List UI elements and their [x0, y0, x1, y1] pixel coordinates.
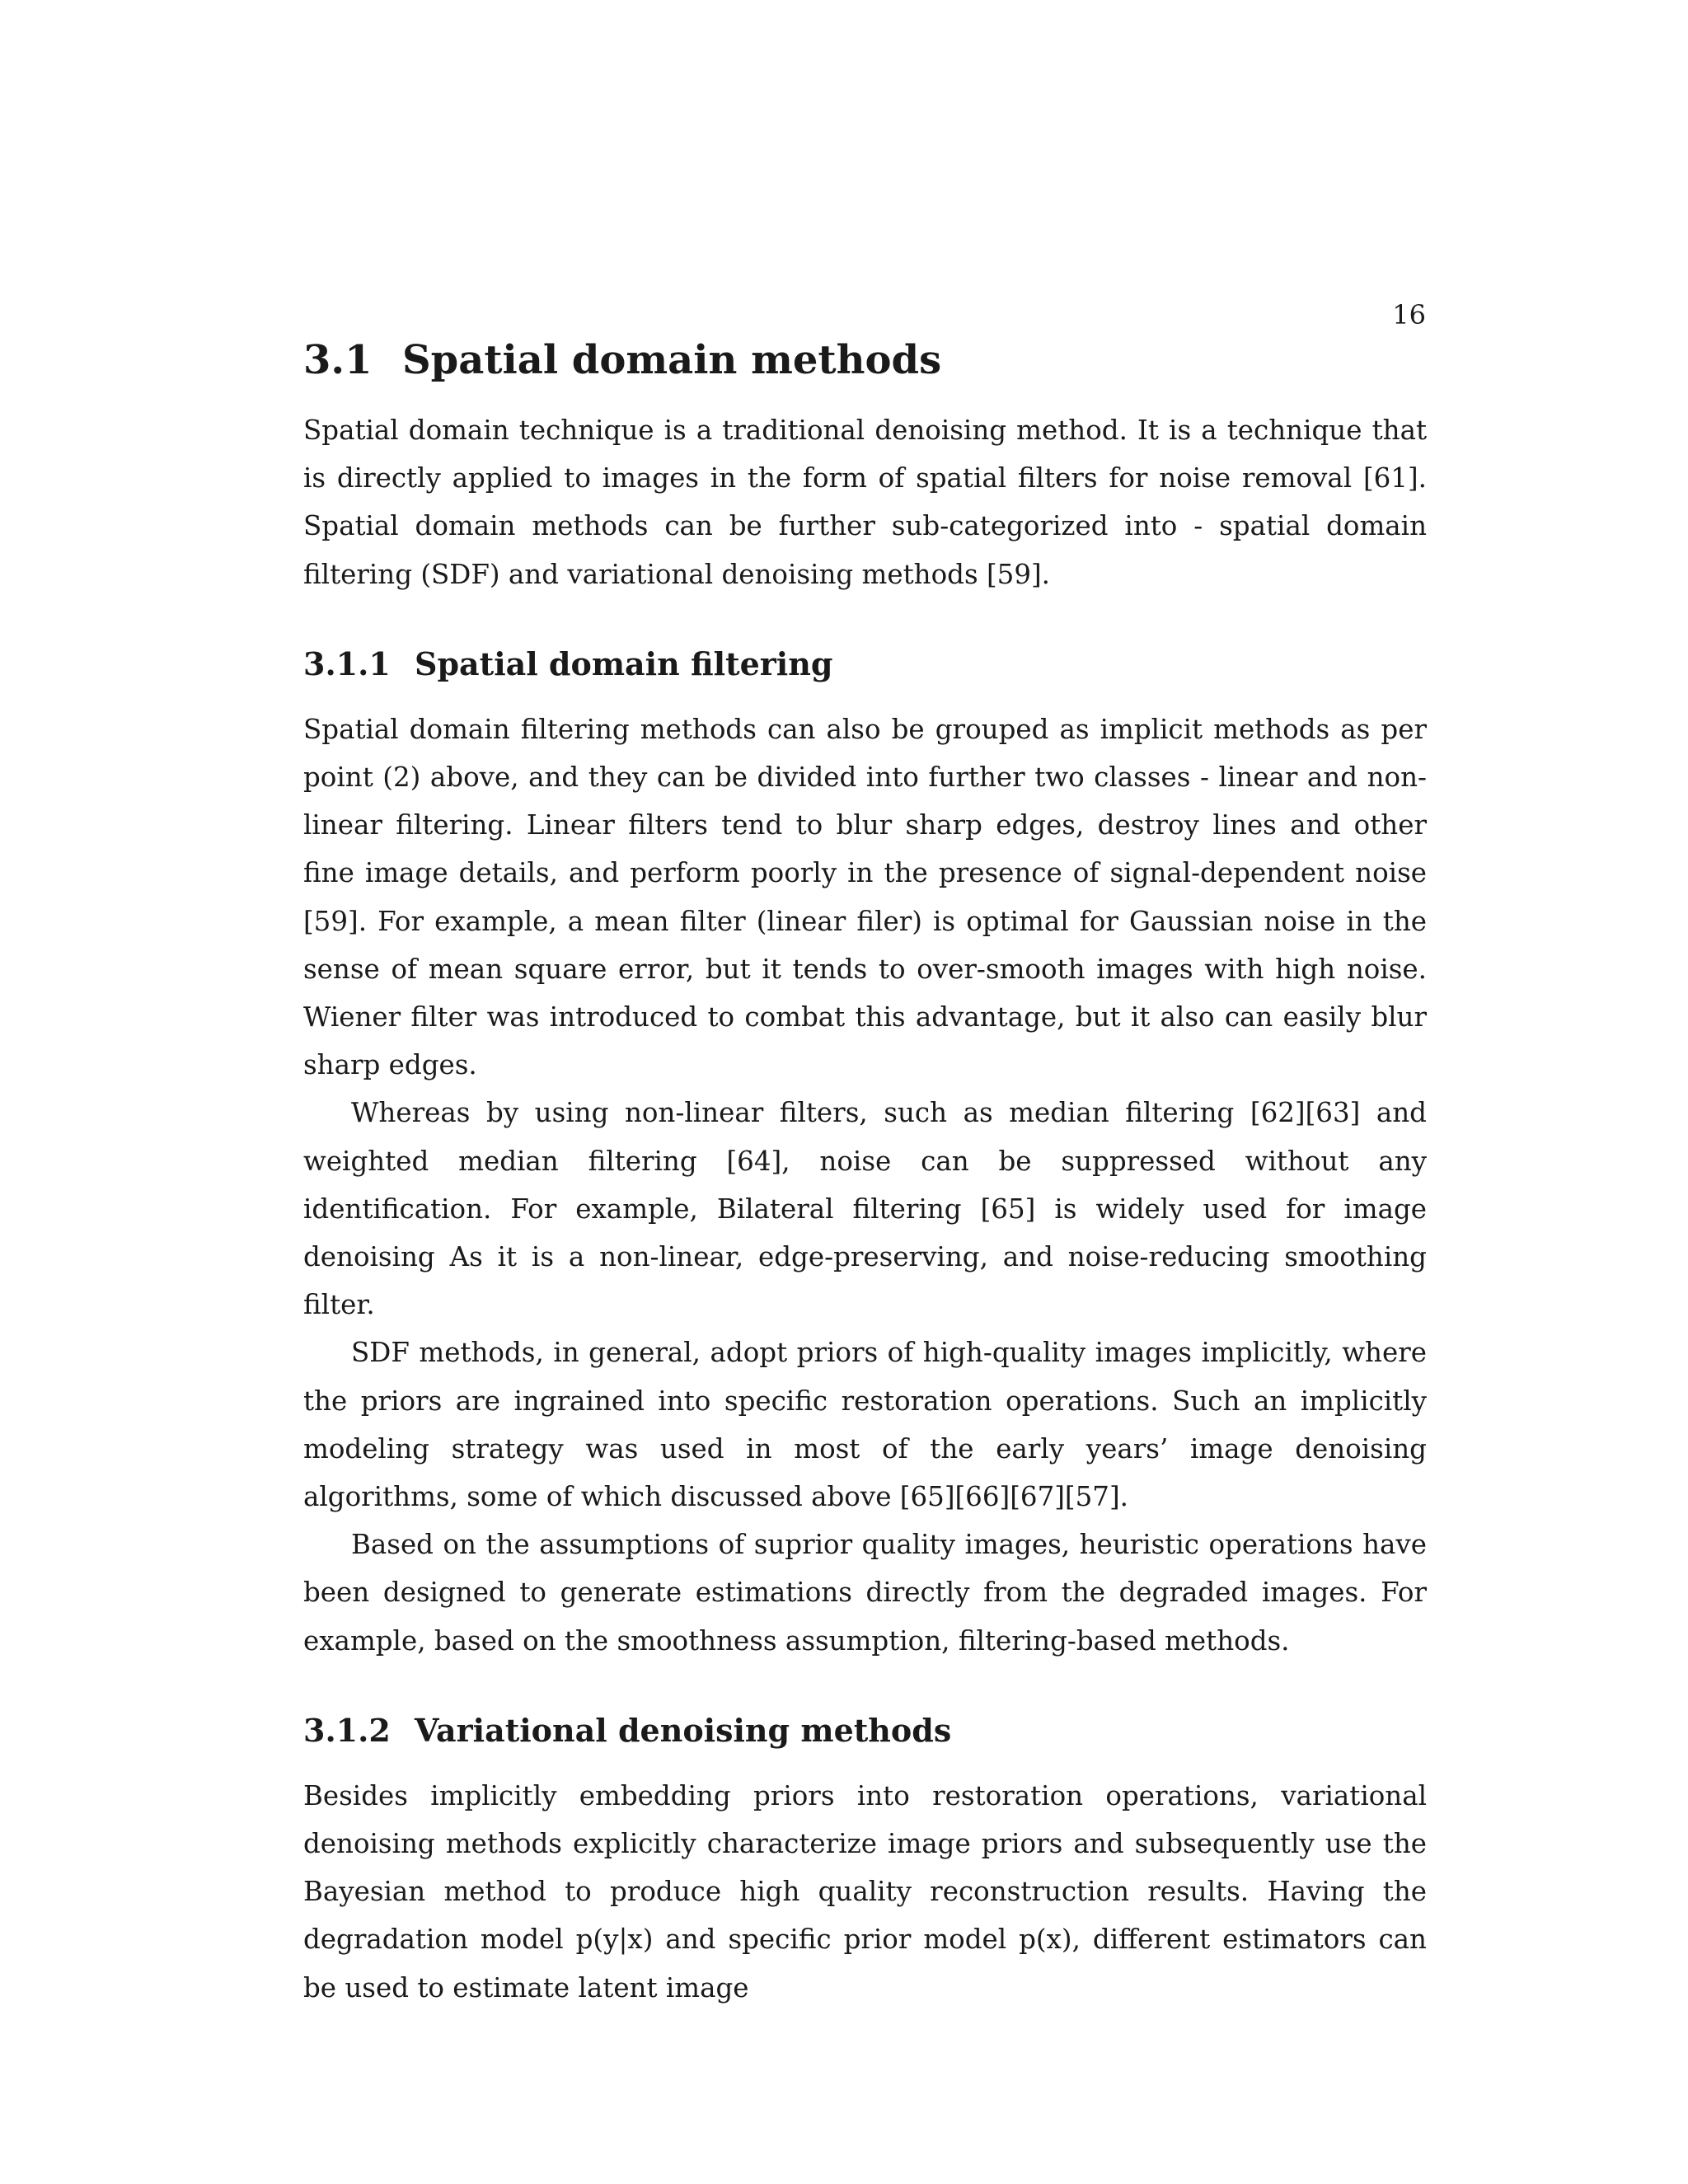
- subsection-heading: [303, 1708, 1427, 1754]
- paragraph: Based on the assumptions of suprior quality images, heuristic operations have been designed to generate estimations directly from the degraded images. For example, based on the smoothness assumption, filtering-based methods.: [303, 1529, 1427, 1657]
- subsection-number: 3.1.1: [303, 644, 391, 682]
- section-number: 3.1: [303, 337, 373, 383]
- paragraph: SDF methods, in general, adopt priors of high-quality images implicitly, where the priors are ingrained into specific restoration operations. Such an implicitly modeling strategy was used in most of the early years’ image denoising algorithms, some of which discussed above [65][66][67][57].: [303, 1337, 1427, 1513]
- paragraph: Spatial domain filtering methods can also be grouped as implicit methods as per point (2) above, and they can be divided into further two classes - linear and non-linear filtering. Linear filters tend to blur sharp edges, destroy lines and other fine image details, and perform poorly in the presence of signal-dependent noise [59]. For example, a mean filter (linear filer) is optimal for Gaussian noise in the sense of mean square error, but it tends to over-smooth images with high noise. Wiener filter was introduced to combat this advantage, but it also can easily blur sharp edges.: [303, 713, 1427, 1081]
- subsection-number: 3.1.2: [303, 1711, 391, 1749]
- section-intro-paragraph: Spatial domain technique is a traditional denoising method. It is a technique that is directly applied to images in the form of spatial filters for noise removal [61]. Spatial domain methods can be further sub-categorized into - spatial domain filtering (SDF) and variational denoising methods [59].: [303, 415, 1427, 590]
- page-content: [303, 334, 1427, 2012]
- page-number: 16: [1392, 299, 1426, 330]
- subsection-title: Spatial domain filtering: [415, 644, 833, 682]
- subsection-title: Variational denoising methods: [415, 1711, 952, 1749]
- subsection-heading: [303, 641, 1427, 687]
- section-heading: [303, 334, 1427, 387]
- paragraph: Besides implicitly embedding priors into restoration operations, variational denoising methods explicitly characterize image priors and subsequently use the Bayesian method to produce high quality reconstruction results. Having the degradation model p(y|x) and specific prior model p(x), different estimators can be used to estimate latent image: [303, 1779, 1427, 2004]
- section-title: Spatial domain methods: [402, 337, 942, 383]
- paragraph: Whereas by using non-linear filters, such as median filtering [62][63] and weighted median filtering [64], noise can be suppressed without any identification. For example, Bilateral filtering [65] is widely used for image denoising As it is a non-linear, edge-preserving, and noise-reducing smoothing filter.: [303, 1097, 1427, 1321]
